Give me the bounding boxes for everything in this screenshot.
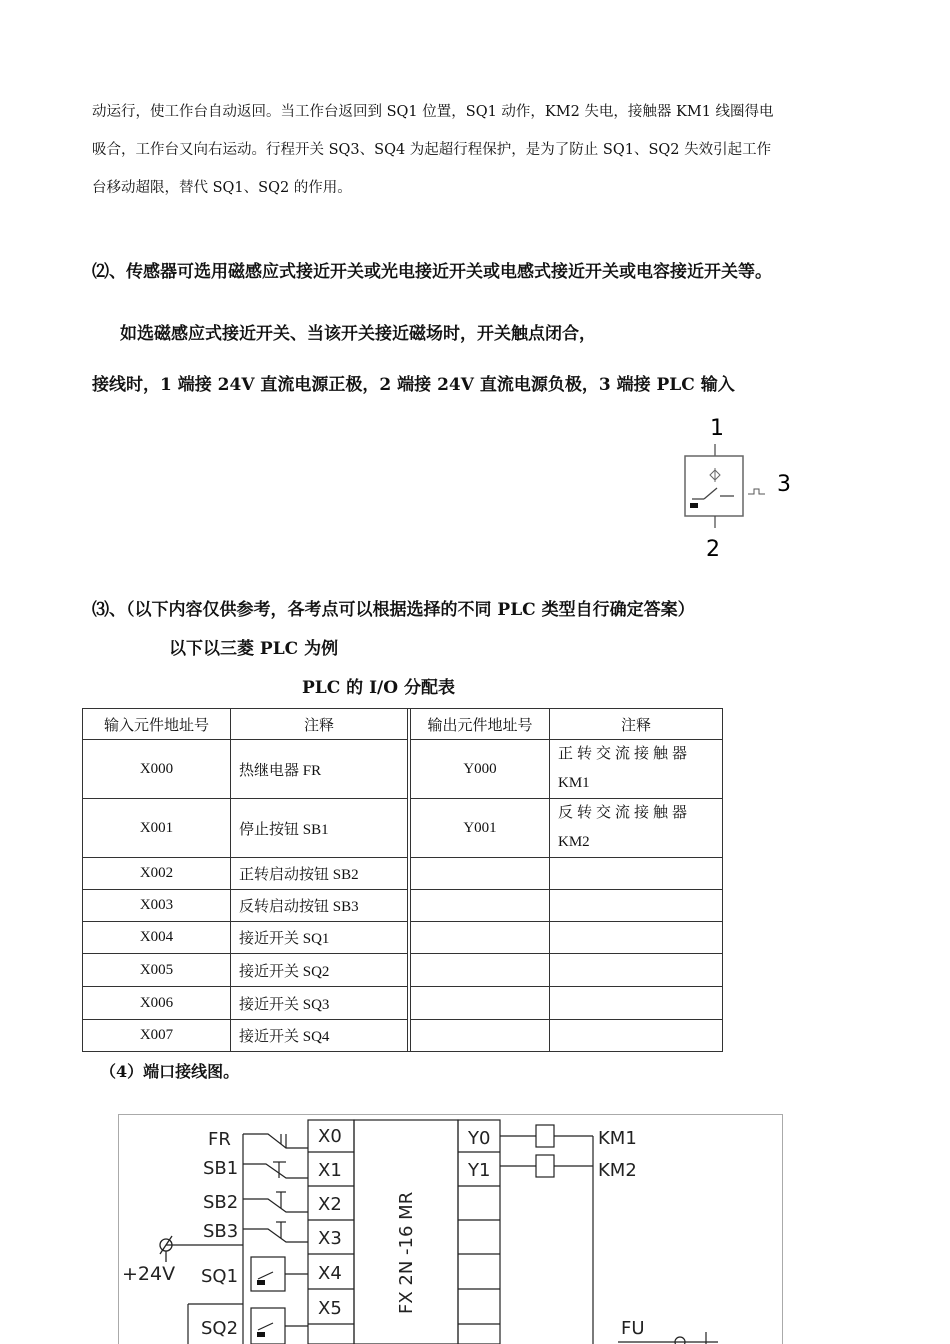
output-coils [500, 1125, 593, 1344]
input-note: 接近开关 SQ2 [231, 954, 408, 987]
output-address [411, 954, 550, 987]
output-note-line-1: 反转交流接触器 [558, 805, 692, 821]
terminal-y0: Y0 [468, 1128, 491, 1149]
input-label-sb3: SB3 [203, 1221, 239, 1242]
terminal-x5: X5 [318, 1298, 342, 1319]
output-note [550, 740, 723, 799]
paragraph-line-3: 台移动超限，替代 SQ1、SQ2 的作用。 [92, 180, 352, 196]
header-output-note: 注释 [550, 709, 723, 740]
terminal-x3: X3 [318, 1228, 342, 1249]
input-note: 热继电器 FR [231, 740, 408, 799]
table-row [83, 987, 723, 1020]
input-address: X003 [83, 890, 231, 922]
input-note: 接近开关 SQ1 [231, 922, 408, 954]
input-label-fr: FR [208, 1129, 231, 1150]
terminal-x4: X4 [318, 1263, 342, 1284]
input-note: 接近开关 SQ4 [231, 1020, 408, 1052]
terminal-x1: X1 [318, 1160, 342, 1181]
table-row [83, 740, 723, 799]
header-output-address: 输出元件地址号 [411, 709, 550, 740]
input-note: 接近开关 SQ3 [231, 987, 408, 1020]
input-label-sq2: SQ2 [201, 1318, 239, 1339]
input-note: 正转启动按钮 SB2 [231, 858, 408, 890]
input-label-sq1: SQ1 [201, 1266, 239, 1287]
table-row [83, 858, 723, 890]
table-header-row [83, 709, 723, 740]
output-note-line-2: KM1 [558, 775, 590, 791]
y-terminal-block [458, 1120, 500, 1344]
paragraph-line-2: 吸合，工作台又向右运动。行程开关 SQ3、SQ4 为起超行程保护，是为了防止 SQ1、SQ2 失效引起工作 [92, 142, 772, 158]
table-row [83, 799, 723, 858]
section-4-title: （4）端口接线图。 [100, 1062, 240, 1081]
pulse-output-icon [748, 489, 765, 494]
supply-label: +24V [122, 1263, 176, 1285]
plc-wiring-diagram [118, 1114, 784, 1344]
input-address: X004 [83, 922, 231, 954]
input-address: X007 [83, 1020, 231, 1052]
table-row [83, 1020, 723, 1052]
pin-3-label: 3 [777, 472, 791, 497]
output-note [550, 799, 723, 858]
proximity-switch-diagram [670, 410, 810, 565]
terminal-x2: X2 [318, 1194, 342, 1215]
section-2-line-1: 如选磁感应式接近开关、当该开关接近磁场时，开关触点闭合， [120, 324, 596, 344]
section-3-title: ⑶、（以下内容仅供参考，各考点可以根据选择的不同 PLC 类型自行确定答案） [92, 600, 695, 620]
header-input-note: 注释 [231, 709, 408, 740]
output-address [411, 987, 550, 1020]
io-assignment-table [82, 708, 723, 1052]
pin-1-label: 1 [710, 416, 724, 441]
input-label-sb2: SB2 [203, 1192, 239, 1213]
section-3-subtitle: 以下以三菱 PLC 为例 [169, 639, 339, 659]
input-address: X000 [83, 740, 231, 799]
output-note [550, 890, 723, 922]
output-note [550, 858, 723, 890]
terminal-x0: X0 [318, 1126, 342, 1147]
output-address: Y001 [411, 799, 550, 858]
section-2-title: ⑵、传感器可选用磁感应式接近开关或光电接近开关或电感式接近开关或电容接近开关等。 [92, 262, 772, 282]
io-table-title: PLC 的 I/O 分配表 [302, 678, 455, 698]
input-address: X005 [83, 954, 231, 987]
input-note: 停止按钮 SB1 [231, 799, 408, 858]
output-address [411, 858, 550, 890]
output-note-line-1: 正转交流接触器 [558, 746, 692, 762]
table-row [83, 954, 723, 987]
terminal-y1: Y1 [468, 1160, 491, 1181]
coil-km1: KM1 [598, 1128, 637, 1149]
output-address [411, 1020, 550, 1052]
input-label-sb1: SB1 [203, 1158, 239, 1179]
input-address: X001 [83, 799, 231, 858]
plc-model-label: FX 2N -16 MR [396, 1191, 417, 1314]
output-note-line-2: KM2 [558, 834, 590, 850]
input-address: X006 [83, 987, 231, 1020]
magnet-icon [710, 468, 720, 482]
output-note [550, 922, 723, 954]
output-address [411, 890, 550, 922]
pin-2-label: 2 [706, 537, 720, 562]
input-note: 反转启动按钮 SB3 [231, 890, 408, 922]
fuse-label: FU [621, 1318, 645, 1339]
input-address: X002 [83, 858, 231, 890]
section-2-line-2: 接线时，1 端接 24V 直流电源正极，2 端接 24V 直流电源负极，3 端接 PLC 输入 [92, 375, 735, 395]
output-note [550, 954, 723, 987]
header-input-address: 输入元件地址号 [83, 709, 231, 740]
output-address: Y000 [411, 740, 550, 799]
coil-km2: KM2 [598, 1160, 637, 1181]
output-address [411, 922, 550, 954]
input-contacts [243, 1134, 308, 1344]
paragraph-line-1: 动运行，使工作台自动返回。当工作台返回到 SQ1 位置，SQ1 动作，KM2 失电，接触器 KM1 线圈得电 [92, 104, 774, 120]
output-note [550, 987, 723, 1020]
output-note [550, 1020, 723, 1052]
table-row [83, 890, 723, 922]
switch-contact-icon [692, 488, 734, 499]
supply-terminal-icon [160, 1236, 172, 1262]
table-row [83, 922, 723, 954]
